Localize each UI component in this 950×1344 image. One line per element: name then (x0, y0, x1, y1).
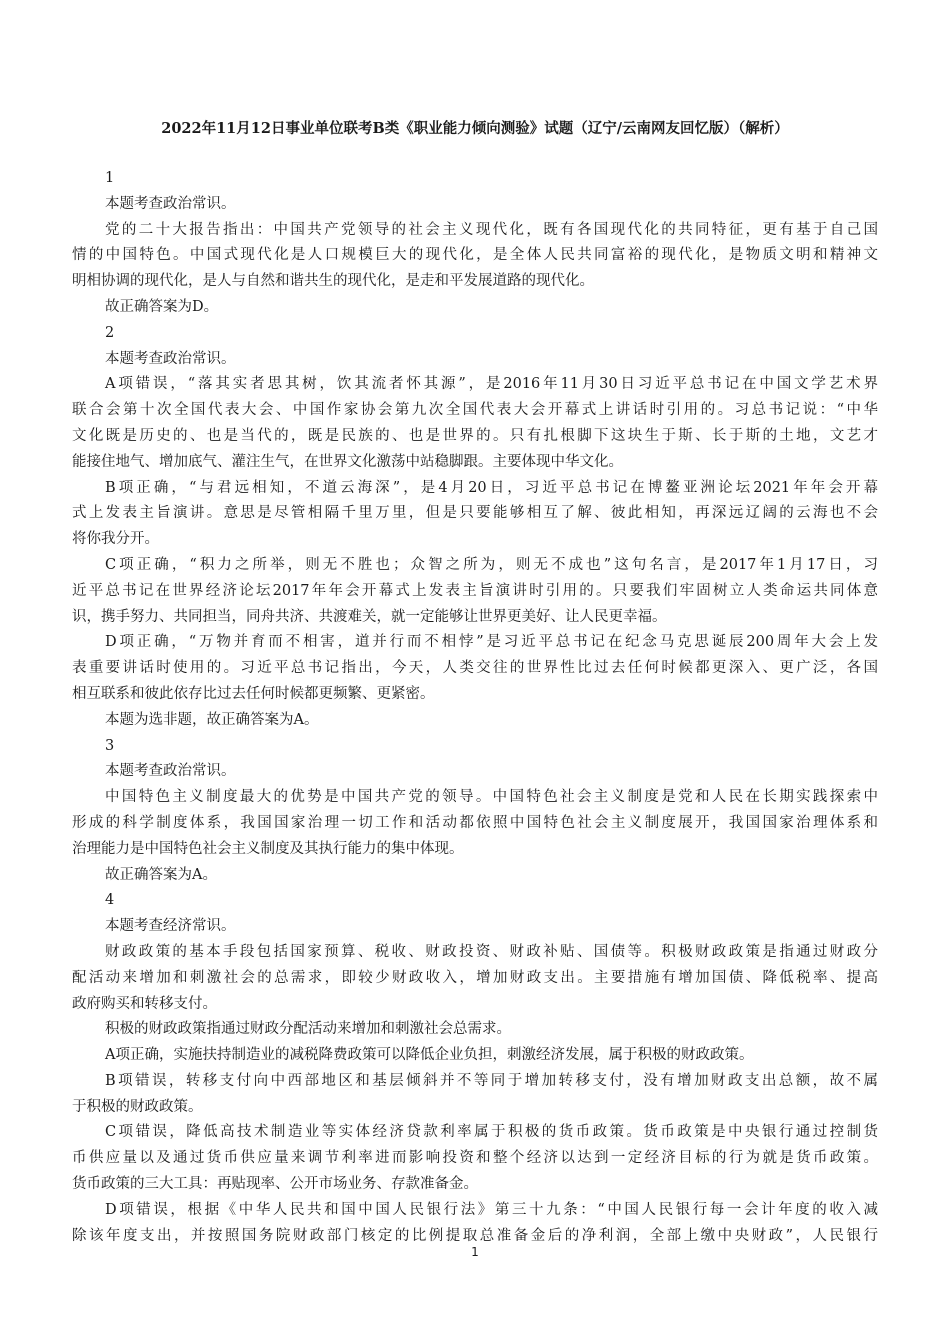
text-line: 本题考查政治常识。 (105, 763, 236, 780)
text-line: B项错误，转移支付向中西部地区和基层倾斜并不等同于增加转移支付，没有增加财政支出总额，故不属 (105, 1072, 878, 1089)
text-line: 情的中国特色。中国式现代化是人口规模巨大的现代化，是全体人民共同富裕的现代化，是物质文明和精神文 (72, 247, 878, 264)
text-line: 财政政策的基本手段包括国家预算、税收、财政投资、财政补贴、国债等。积极财政政策是指通过财政分 (105, 943, 878, 960)
text-line: C项正确，“积力之所举，则无不胜也；众智之所为，则无不成也”这句名言，是2017年1月17日，习 (105, 556, 878, 573)
text-line: 能接住地气、增加底气、灌注生气，在世界文化激荡中站稳脚跟。主要体现中华文化。 (72, 453, 623, 470)
text-line: 表重要讲话时使用的。习近平总书记指出，今天，人类交往的世界性比过去任何时候都更深入、更广泛，各国 (72, 660, 878, 677)
text-line: 配活动来增加和刺激社会的总需求，即较少财政收入，增加财政支出。主要措施有增加国债、降低税率、提高 (72, 969, 878, 986)
text-line: 识，携手努力、共同担当，同舟共济、共渡难关，就一定能够让世界更美好、让人民更幸福。 (72, 608, 667, 625)
text-line: 明相协调的现代化，是人与自然和谐共生的现代化，是走和平发展道路的现代化。 (72, 273, 594, 290)
text-line: 政府购买和转移支付。 (72, 995, 217, 1012)
text-line: 故正确答案为A。 (105, 866, 217, 883)
text-line: B项正确，“与君远相知，不道云海深”，是4月20日，习近平总书记在博鳌亚洲论坛2021年年会开幕 (105, 479, 878, 496)
text-line: D项正确，“万物并育而不相害，道并行而不相悖”是习近平总书记在纪念马克思诞辰200周年大会上发 (105, 634, 878, 651)
text-line: 相互联系和彼此依存比过去任何时候都更频繁、更紧密。 (72, 685, 435, 702)
text-line: 1 (105, 170, 115, 186)
text-line: C项错误，降低高技术制造业等实体经济贷款利率属于积极的货币政策。货币政策是中央银行通过控制货 (105, 1124, 878, 1141)
text-line: 文化既是历史的、也是当代的，既是民族的、也是世界的。只有扎根脚下这块生于斯、长于斯的土地，文艺才 (72, 427, 878, 444)
text-line: 于积极的财政政策。 (72, 1098, 203, 1115)
text-line: 除该年度支出，并按照国务院财政部门核定的比例提取总准备金后的净利润，全部上缴中央财政”，人民银行 (72, 1227, 878, 1244)
text-line: D项错误，根据《中华人民共和国中国人民银行法》第三十九条：“中国人民银行每一会计年度的收入减 (105, 1201, 878, 1218)
document-body (72, 166, 878, 1249)
text-line: 形成的科学制度体系，我国国家治理一切工作和活动都依照中国特色社会主义制度展开，我国国家治理体系和 (72, 814, 878, 831)
text-line: 党的二十大报告指出：中国共产党领导的社会主义现代化，既有各国现代化的共同特征，更有基于自己国 (105, 221, 878, 238)
text-line: 近平总书记在世界经济论坛2017年年会开幕式上发表主旨演讲时引用的。只要我们牢固树立人类命运共同体意 (72, 582, 878, 599)
text-line: 本题考查政治常识。 (105, 195, 236, 212)
text-line: 将你我分开。 (72, 531, 159, 548)
text-line: 积极的财政政策指通过财政分配活动来增加和刺激社会总需求。 (105, 1021, 511, 1038)
text-line: 故正确答案为D。 (105, 298, 219, 315)
text-line: 本题为选非题，故正确答案为A。 (105, 711, 319, 728)
text-line: 货币政策的三大工具：再贴现率、公开市场业务、存款准备金。 (72, 1176, 478, 1193)
text-line: 式上发表主旨演讲。意思是尽管相隔千里万里，但是只要能够相互了解、彼此相知，再深远辽阔的云海也不会 (72, 505, 878, 522)
text-line: A项正确，实施扶持制造业的减税降费政策可以降低企业负担，刺激经济发展，属于积极的财政政策。 (105, 1047, 754, 1064)
text-line: 本题考查政治常识。 (105, 350, 236, 367)
page-number: 1 (471, 1245, 479, 1259)
text-line: 币供应量以及通过货币供应量来调节利率进而影响投资和整个经济以达到一定经济目标的行为就是货币政策。 (72, 1150, 878, 1167)
text-line: 2 (105, 324, 115, 341)
document-title: 2022年11月12日事业单位联考B类《职业能力倾向测验》试题（辽宁/云南网友回忆版）（解析） (161, 120, 789, 137)
text-line: 3 (105, 737, 115, 754)
text-line: 治理能力是中国特色社会主义制度及其执行能力的集中体现。 (72, 840, 464, 857)
text-line: 本题考查经济常识。 (105, 918, 236, 935)
text-line: 4 (105, 892, 115, 909)
text-line: 联合会第十次全国代表大会、中国作家协会第九次全国代表大会开幕式上讲话时引用的。习总书记说：“中华 (72, 402, 878, 419)
text-line: A项错误，“落其实者思其树，饮其流者怀其源”，是2016年11月30日习近平总书记在中国文学艺术界 (105, 376, 878, 393)
text-line: 中国特色主义制度最大的优势是中国共产党的领导。中国特色社会主义制度是党和人民在长期实践探索中 (105, 789, 878, 806)
